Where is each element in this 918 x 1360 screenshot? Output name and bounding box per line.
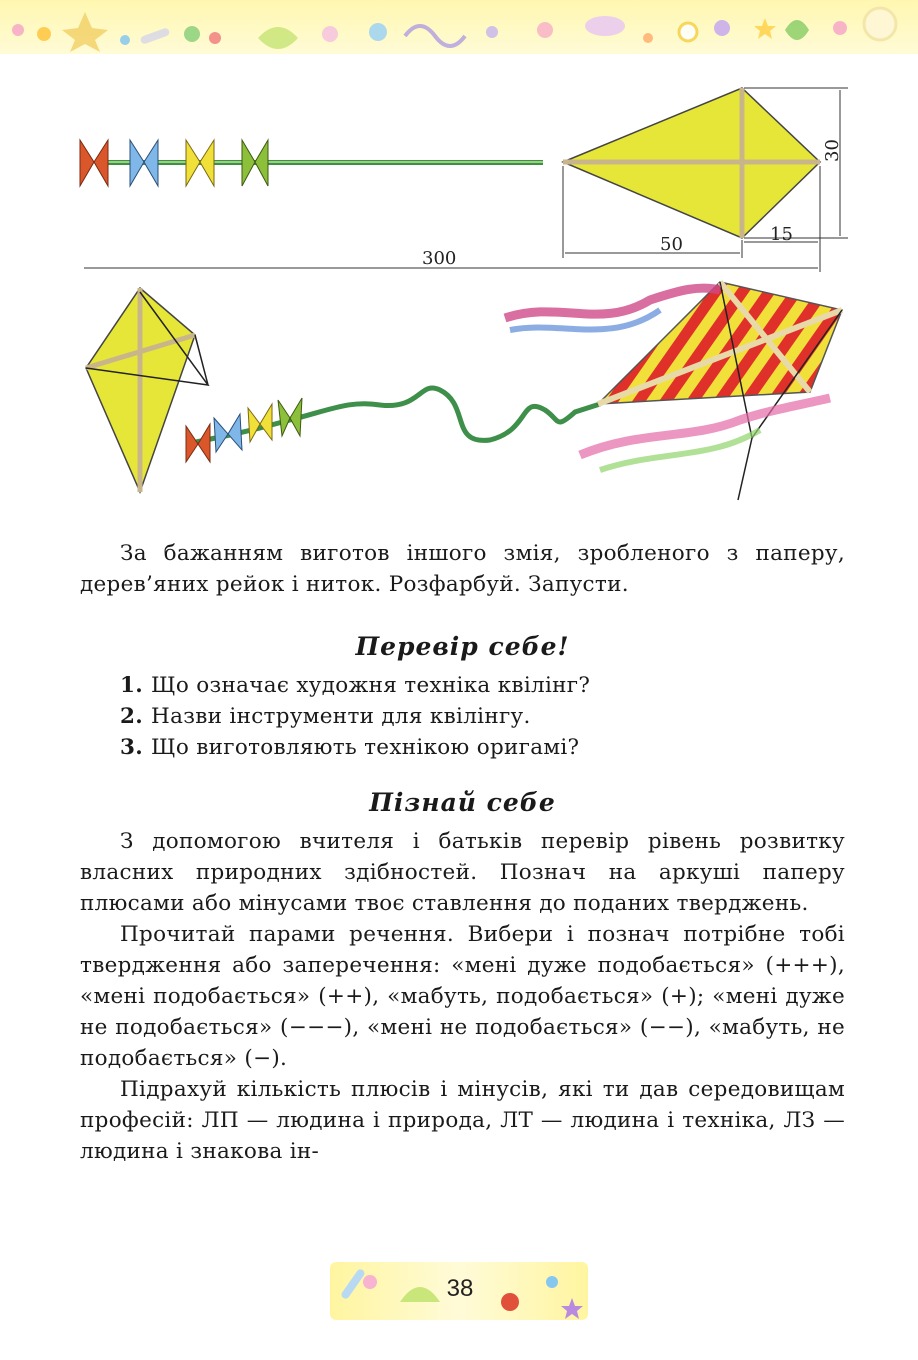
floral-ornament xyxy=(0,0,918,54)
kite-illustrations xyxy=(0,70,918,530)
know-yourself-heading: Пізнай себе xyxy=(369,788,556,817)
kite-plan-drawing xyxy=(80,88,848,272)
question-item: 3. Що виготовляють технікою оригамі? xyxy=(120,735,580,760)
intro-paragraph xyxy=(80,538,845,600)
paragraph-pairs: Прочитай парами речення. Вибери і познач потрібне тобі твердження або заперечення: «мені дуже подобається» (+++), «мені подобається» (++), «мабуть, подобається» (+); «мені дуже не подобається» (−−−), «мені не подобається» (−−), «мабуть, не подобається» (−). xyxy=(80,922,845,1071)
question-list xyxy=(120,670,590,763)
question-item: 2. Назви інструменти для квілінгу. xyxy=(120,704,531,729)
dimension-300: 300 xyxy=(422,248,457,269)
page-number: 38 xyxy=(446,1275,474,1302)
check-yourself-heading: Перевір себе! xyxy=(355,632,570,661)
dimension-30: 30 xyxy=(822,139,843,162)
dimension-15: 15 xyxy=(770,224,793,245)
question-item: 1. Що означає художня техніка квілінг? xyxy=(120,673,591,698)
paragraph-count: Підрахуй кількість плюсів і мінусів, які ти дав середовищам професій: ЛП — людина і природа, ЛТ — людина і техніка, ЛЗ — людина і знакова ін- xyxy=(80,1077,845,1164)
decorative-top-border xyxy=(0,0,918,54)
striped-kite-drawing xyxy=(505,282,842,500)
small-kite-drawing xyxy=(86,288,600,492)
intro-text: За бажанням виготов іншого змія, зробленого з паперу, дерев’яних рейок і ниток. Розфарбуй. Запусти. xyxy=(80,541,845,597)
kite-drawings xyxy=(0,70,918,530)
know-yourself-body xyxy=(80,826,845,1167)
paragraph-instructions: З допомогою вчителя і батьків перевір рівень розвитку власних природних здібностей. Познач на аркуші паперу плюсами або мінусами твоє ставлення до поданих тверджень. xyxy=(80,829,845,916)
dimension-50: 50 xyxy=(660,234,683,255)
